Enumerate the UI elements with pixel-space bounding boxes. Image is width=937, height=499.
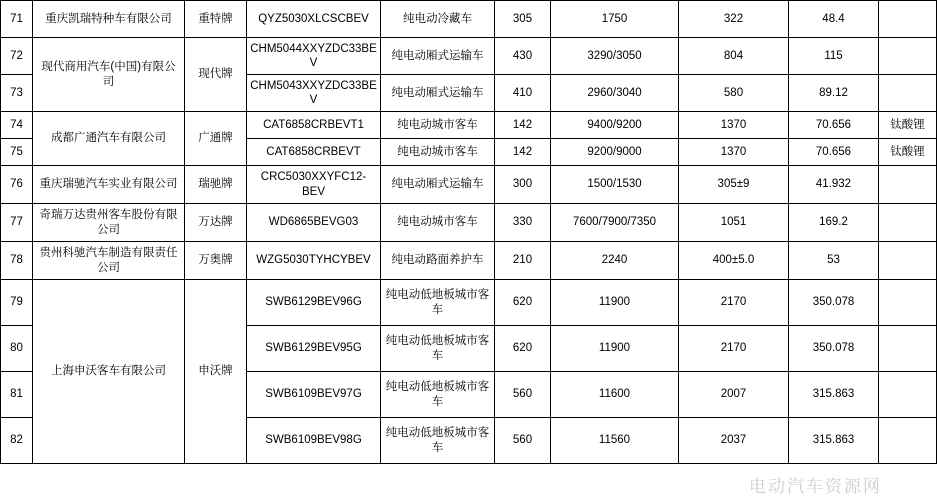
cell-value-4: 53 [789,242,879,280]
cell-model: CHM5043XXYZDC33BEV [247,75,381,112]
cell-value-3: 400±5.0 [679,242,789,280]
cell-value-4: 41.932 [789,166,879,204]
cell-value-4: 70.656 [789,139,879,166]
cell-brand: 万达牌 [185,204,247,242]
table-row [1,242,937,280]
cell-value-1: 560 [495,418,551,464]
cell-index: 71 [1,1,33,38]
cell-index: 76 [1,166,33,204]
cell-value-1: 410 [495,75,551,112]
cell-value-4: 89.12 [789,75,879,112]
cell-vehicle-type: 纯电动厢式运输车 [381,166,495,204]
cell-note [879,38,937,75]
cell-note: 钛酸锂 [879,112,937,139]
cell-value-3: 2170 [679,326,789,372]
cell-value-1: 620 [495,280,551,326]
cell-brand: 广通牌 [185,112,247,166]
cell-value-2: 11900 [551,280,679,326]
cell-value-2: 11600 [551,372,679,418]
cell-note [879,1,937,38]
cell-value-3: 305±9 [679,166,789,204]
cell-value-2: 9200/9000 [551,139,679,166]
cell-model: CRC5030XXYFC12-BEV [247,166,381,204]
table-row [1,1,937,38]
cell-vehicle-type: 纯电动路面养护车 [381,242,495,280]
cell-note [879,242,937,280]
cell-vehicle-type: 纯电动城市客车 [381,112,495,139]
cell-value-2: 9400/9200 [551,112,679,139]
cell-brand: 重特牌 [185,1,247,38]
cell-value-4: 350.078 [789,280,879,326]
cell-model: CAT6858CRBEVT [247,139,381,166]
cell-note [879,418,937,464]
cell-brand: 瑞驰牌 [185,166,247,204]
cell-model: CAT6858CRBEVT1 [247,112,381,139]
cell-value-4: 315.863 [789,372,879,418]
cell-value-3: 2037 [679,418,789,464]
cell-note [879,204,937,242]
cell-vehicle-type: 纯电动厢式运输车 [381,75,495,112]
cell-index: 77 [1,204,33,242]
table-row [1,204,937,242]
cell-model: SWB6129BEV96G [247,280,381,326]
cell-value-3: 322 [679,1,789,38]
cell-model: QYZ5030XLCSCBEV [247,1,381,38]
cell-vehicle-type: 纯电动低地板城市客车 [381,280,495,326]
cell-value-1: 430 [495,38,551,75]
cell-value-1: 142 [495,139,551,166]
cell-model: SWB6129BEV95G [247,326,381,372]
cell-vehicle-type: 纯电动冷藏车 [381,1,495,38]
cell-vehicle-type: 纯电动低地板城市客车 [381,418,495,464]
cell-note [879,166,937,204]
cell-model: SWB6109BEV97G [247,372,381,418]
cell-value-2: 2960/3040 [551,75,679,112]
cell-note [879,75,937,112]
cell-value-3: 804 [679,38,789,75]
cell-value-3: 2170 [679,280,789,326]
cell-value-4: 350.078 [789,326,879,372]
cell-vehicle-type: 纯电动城市客车 [381,204,495,242]
table-row [1,280,937,326]
cell-value-1: 305 [495,1,551,38]
cell-brand: 万奥牌 [185,242,247,280]
cell-vehicle-type: 纯电动城市客车 [381,139,495,166]
cell-manufacturer: 贵州科驰汽车制造有限责任公司 [33,242,185,280]
cell-brand: 申沃牌 [185,280,247,464]
cell-value-1: 330 [495,204,551,242]
cell-vehicle-type: 纯电动低地板城市客车 [381,326,495,372]
table-row [1,112,937,139]
table-row [1,166,937,204]
cell-value-4: 315.863 [789,418,879,464]
cell-note [879,280,937,326]
cell-value-4: 70.656 [789,112,879,139]
cell-index: 82 [1,418,33,464]
cell-value-3: 2007 [679,372,789,418]
cell-note [879,372,937,418]
cell-value-2: 3290/3050 [551,38,679,75]
cell-value-3: 580 [679,75,789,112]
cell-index: 78 [1,242,33,280]
cell-value-1: 210 [495,242,551,280]
cell-value-1: 560 [495,372,551,418]
cell-vehicle-type: 纯电动厢式运输车 [381,38,495,75]
cell-value-1: 142 [495,112,551,139]
cell-manufacturer: 上海申沃客车有限公司 [33,280,185,464]
cell-vehicle-type: 纯电动低地板城市客车 [381,372,495,418]
cell-value-4: 169.2 [789,204,879,242]
table-row [1,38,937,75]
cell-index: 81 [1,372,33,418]
cell-value-2: 1500/1530 [551,166,679,204]
cell-model: WZG5030TYHCYBEV [247,242,381,280]
cell-index: 72 [1,38,33,75]
cell-value-4: 115 [789,38,879,75]
cell-model: WD6865BEVG03 [247,204,381,242]
cell-value-4: 48.4 [789,1,879,38]
cell-note: 钛酸锂 [879,139,937,166]
cell-manufacturer: 重庆凯瑞特种车有限公司 [33,1,185,38]
watermark: 电动汽车资源网 [749,477,882,496]
cell-manufacturer: 重庆瑞驰汽车实业有限公司 [33,166,185,204]
cell-value-1: 300 [495,166,551,204]
cell-index: 80 [1,326,33,372]
cell-brand: 现代牌 [185,38,247,112]
cell-value-2: 11900 [551,326,679,372]
cell-index: 74 [1,112,33,139]
cell-index: 75 [1,139,33,166]
cell-value-3: 1370 [679,139,789,166]
cell-value-2: 7600/7900/7350 [551,204,679,242]
cell-manufacturer: 奇瑞万达贵州客车股份有限公司 [33,204,185,242]
cell-value-1: 620 [495,326,551,372]
cell-manufacturer: 现代商用汽车(中国)有限公司 [33,38,185,112]
cell-value-2: 2240 [551,242,679,280]
cell-manufacturer: 成都广通汽车有限公司 [33,112,185,166]
cell-model: CHM5044XXYZDC33BEV [247,38,381,75]
cell-value-2: 11560 [551,418,679,464]
cell-value-2: 1750 [551,1,679,38]
cell-value-3: 1051 [679,204,789,242]
cell-index: 79 [1,280,33,326]
cell-model: SWB6109BEV98G [247,418,381,464]
cell-value-3: 1370 [679,112,789,139]
cell-index: 73 [1,75,33,112]
cell-note [879,326,937,372]
